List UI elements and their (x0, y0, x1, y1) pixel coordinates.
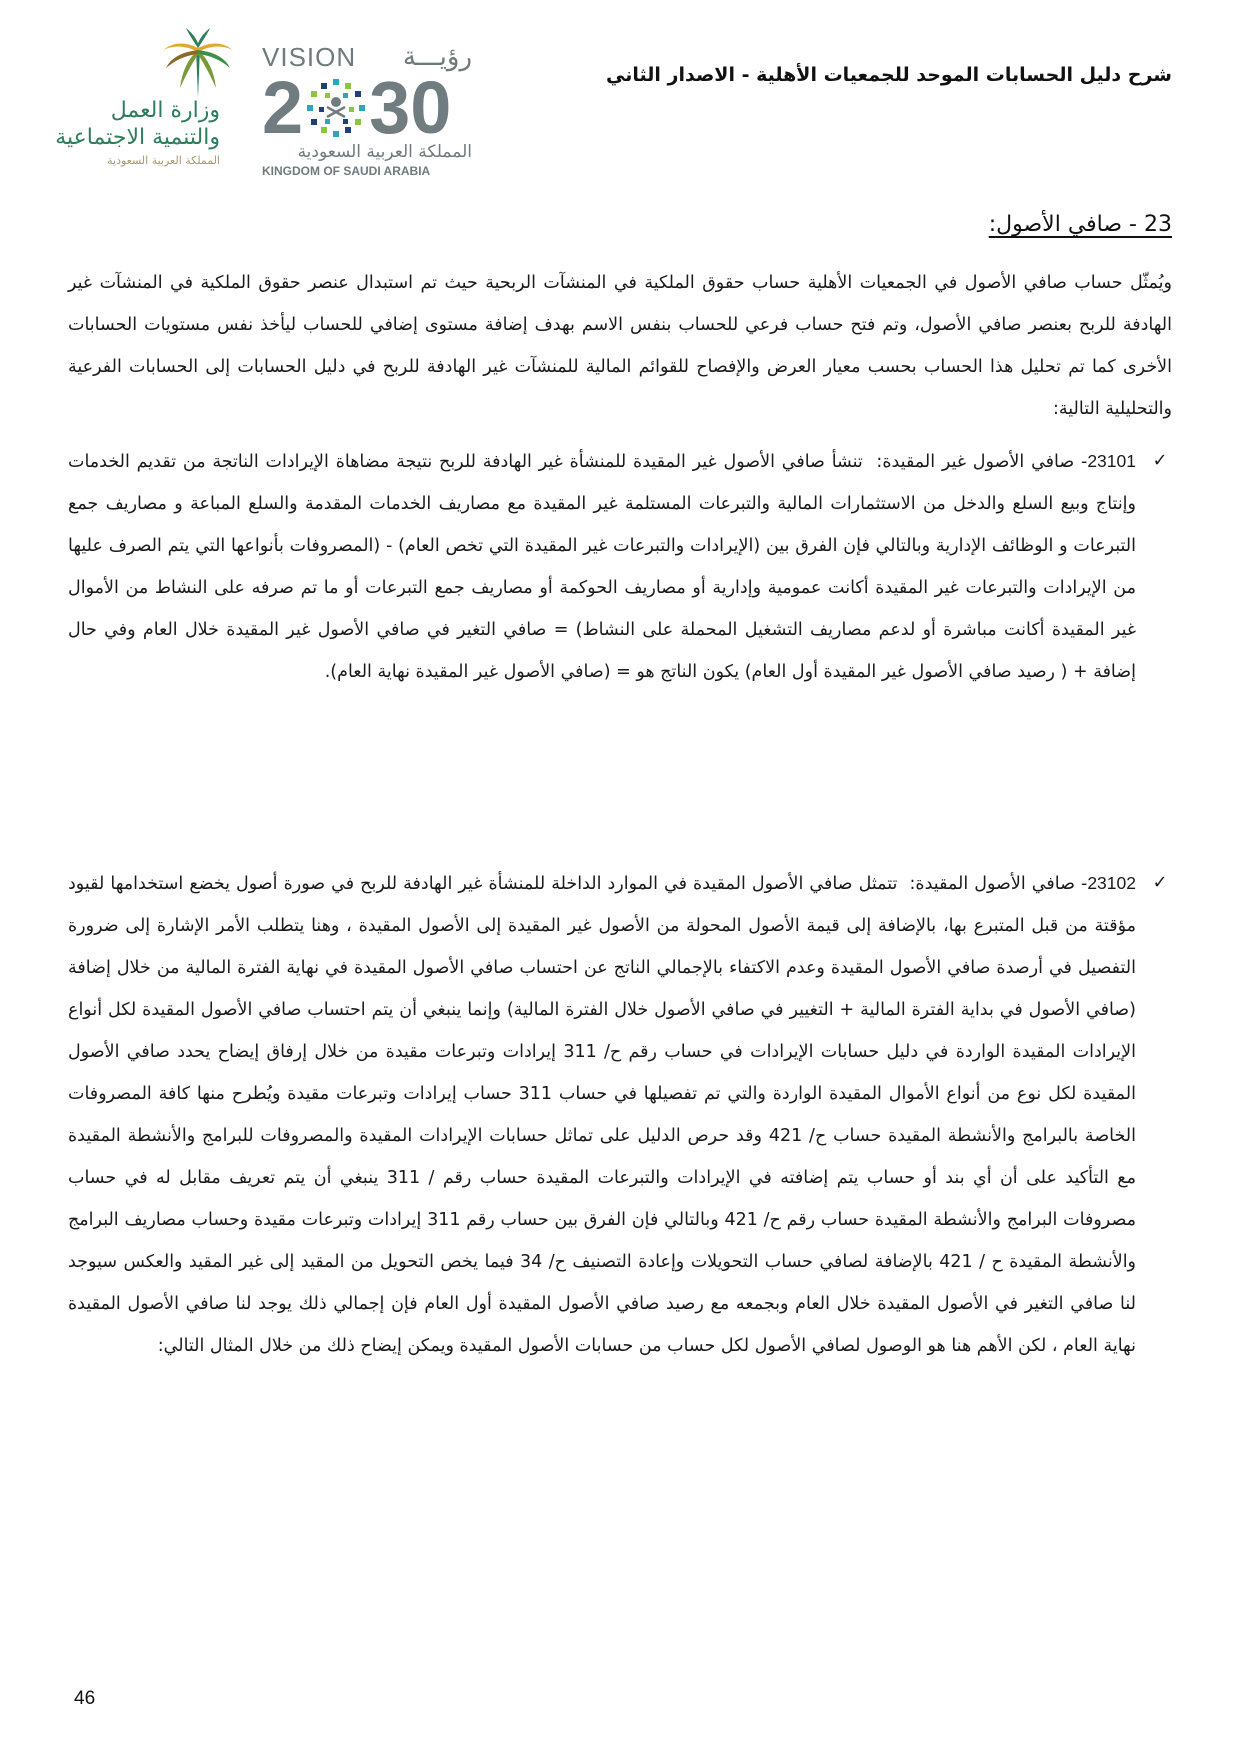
document-title: شرح دليل الحسابات الموحد للجمعيات الأهلية - الاصدار الثاني (606, 64, 1172, 86)
section-title: 23 - صافي الأصول: (988, 212, 1172, 237)
ministry-logo (40, 28, 230, 178)
account-description: تتمثل صافي الأصول المقيدة في الموارد الداخلة للمنشأة غير الهادفة للربح في صورة أصول يخضع استخدامها لقيود مؤقتة من قبل المتبرع بها، بالإضافة إلى قيمة الأصول المحولة من الأصول غير المقيدة إلى الأصول المقيدة ، وهنا يتطلب الأمر الإشارة إلى ضرورة التفصيل في أرصدة صافي الأصول المقيدة وعدم الاكتفاء بالإجمالي الناتج عن احتساب صافي الأصول المقيدة في نهاية الفترة المالية من خلال إضافة (صافي الأصول في بداية الفترة المالية + التغيير في صافي الأصول خلال الفترة المالية) وإنما ينبغي أن يتم احتساب صافي الأصول المقيدة لكل أنواع الإيرادات المقيدة الواردة في دليل حسابات الإيرادات في حساب رقم ح/ 311 إيرادات وتبرعات مقيدة من خلال إرفاق إيضاح يحدد صافي الأصول المقيدة لكل نوع من أنواع الأموال المقيدة الواردة والتي تم تفصيلها في حساب 311 حساب إيرادات وتبرعات مقيدة ويُطرح منها كافة المصروفات الخاصة بالبرامج والأنشطة المقيدة حساب ح/ 421 وقد حرص الدليل على تماثل حسابات الإيرادات المقيدة والمصروفات للبرامج والأنشطة المقيدة مع التأكيد على أن أي بند أو حساب يتم إضافته في الإيرادات والتبرعات المقيدة حساب رقم / 311 ينبغي أن يتم تعريف مقابل له في حساب مصروفات البرامج والأنشطة المقيدة حساب رقم ح/ 421 وبالتالي فإن الفرق بين حساب رقم 311 إيرادات وتبرعات مقيدة وحساب مصاريف البرامج والأنشطة المقيدة ح / 421 بالإضافة لصافي حساب التحويلات وإعادة التصنيف ح/ 34 فيما يخص التحويل من المقيد إلى غير المقيد والعكس سيوجد لنا صافي التغير في الأصول المقيدة خلال العام وبجمعه مع رصيد صافي الأصول المقيدة أول العام فإن إجمالي ذلك يوجد لنا صافي الأصول المقيدة نهاية العام ، لكن الأهم هنا هو الوصول لصافي الأصول لكل حساب من حسابات الأصول المقيدة ويمكن إيضاح ذلك من خلال المثال التالي: (68, 874, 1137, 1356)
account-code: 23102 (1087, 873, 1136, 893)
intro-paragraph: ويُمثّل حساب صافي الأصول في الجمعيات الأهلية حساب حقوق الملكية في المنشآت الربحية حيث تم استبدال عنصر حقوق الملكية في المنشآت غير الهادفة للربح بعنصر صافي الأصول، وتم فتح حساب فرعي للحساب بنفس الاسم بهدف إضافة مستوى إضافي للحساب ليأخذ نفس مستويات الحسابات الأخرى كما تم تحليل هذا الحساب بحسب معيار العرض والإفصاح للقوائم المالية للمنشآت غير الهادفة للربح في دليل الحسابات إلى الحسابات الفرعية والتحليلية التالية: (68, 273, 1172, 419)
account-description: تنشأ صافي الأصول غير المقيدة للمنشأة غير الهادفة للربح نتيجة مضاهاة الإيرادات الناتجة من تقديم الخدمات وإنتاج وبيع السلع والدخل من الاستثمارات المالية والتبرعات المستلمة غير المقيدة مع مصاريف الخدمات المقدمة والسلع المباعة و مصاريف جمع التبرعات و الوظائف الإدارية وبالتالي فإن الفرق بين (الإيرادات والتبرعات غير المقيدة التي تخص العام) - (المصروفات بأنواعها التي يتم الصرف عليها من الإيرادات والتبرعات غير المقيدة أكانت عمومية وإدارية أو مصاريف الحوكمة أو مصاريف جمع التبرعات أو ما تم صرفه على النشاط من الأموال غير المقيدة أكانت مباشرة أو لدعم مصاريف التشغيل المحملة على النشاط) = صافي التغير في صافي الأصول غير المقيدة خلال العام وفي حال إضافة + ( رصيد صافي الأصول غير المقيدة أول العام) يكون الناتج هو = (صافي الأصول غير المقيدة نهاية العام). (68, 452, 1136, 682)
vision-2030-emblem-icon (305, 77, 367, 139)
account-label: - صافي الأصول غير المقيدة: (876, 452, 1088, 472)
page-header (0, 0, 1240, 190)
vision-ksa-ar: المملكة العربية السعودية (297, 142, 472, 162)
ministry-name-line2: والتنمية الاجتماعية (55, 125, 220, 150)
ministry-name-line1: وزارة العمل (110, 98, 220, 123)
vision-year-left: 2 (262, 66, 304, 149)
list-item-unrestricted-net-assets (68, 440, 1172, 693)
checkmark-icon: ✓ (1152, 872, 1168, 893)
checkmark-icon: ✓ (1152, 450, 1168, 471)
account-code: 23101 (1087, 451, 1136, 471)
list-item-body (68, 440, 1136, 693)
vision-ar-text: رؤيـــة (402, 42, 472, 72)
account-label: - صافي الأصول المقيدة: (909, 874, 1088, 894)
vision-en-text: VISION (262, 41, 357, 72)
palm-logo-icon (158, 28, 238, 98)
vision-year-right: 30 (369, 66, 452, 149)
vision-ksa-en: KINGDOM OF SAUDI ARABIA (262, 164, 431, 178)
list-item-restricted-net-assets (68, 862, 1172, 1367)
list-item-body (68, 862, 1136, 1367)
ministry-country: المملكة العربية السعودية (107, 154, 220, 167)
page-number: 46 (74, 1688, 96, 1709)
vision-2030-logo (262, 42, 472, 182)
